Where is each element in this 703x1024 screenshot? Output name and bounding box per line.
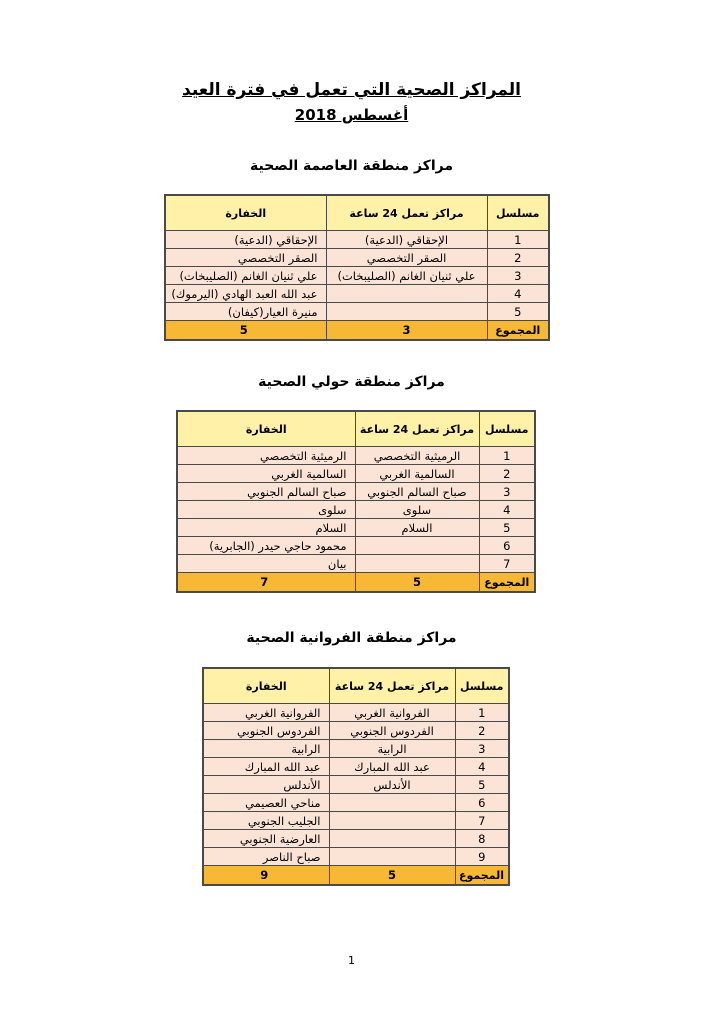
table-hawalli bbox=[176, 410, 536, 593]
row-24h-center: علي ثنيان الغانم (الصليبخات) bbox=[326, 267, 487, 285]
total-24h: 5 bbox=[329, 866, 455, 886]
table-row bbox=[203, 848, 509, 866]
page-subtitle: أغسطس 2018 bbox=[294, 106, 409, 124]
row-khafara-center: السلام bbox=[177, 519, 355, 537]
total-row bbox=[165, 321, 549, 341]
row-khafara-center: الصقر التخصصي bbox=[165, 249, 326, 267]
row-khafara-center: علي ثنيان الغانم (الصليبخات) bbox=[165, 267, 326, 285]
header-serial: مسلسل bbox=[487, 195, 549, 231]
table-row bbox=[203, 794, 509, 812]
row-serial: 7 bbox=[455, 812, 509, 830]
row-serial: 9 bbox=[455, 848, 509, 866]
total-row bbox=[203, 866, 509, 886]
total-24h: 5 bbox=[355, 573, 479, 593]
table-row bbox=[203, 776, 509, 794]
row-khafara-center: الجليب الجنوبي bbox=[203, 812, 329, 830]
row-serial: 5 bbox=[455, 776, 509, 794]
row-serial: 6 bbox=[455, 794, 509, 812]
table-header-row bbox=[165, 195, 549, 231]
row-serial: 8 bbox=[455, 830, 509, 848]
table-row bbox=[177, 519, 535, 537]
row-khafara-center: صباح السالم الجنوبي bbox=[177, 483, 355, 501]
row-24h-center: الرميثية التخصصي bbox=[355, 447, 479, 465]
table-farwaniya bbox=[202, 667, 510, 886]
row-24h-center: السلام bbox=[355, 519, 479, 537]
row-24h-center: الأندلس bbox=[329, 776, 455, 794]
row-24h-center bbox=[355, 555, 479, 573]
total-row bbox=[177, 573, 535, 593]
header-serial: مسلسل bbox=[455, 668, 509, 704]
section-title-hawalli: مراكز منطقة حولي الصحية bbox=[258, 374, 445, 390]
header-24h: مراكز تعمل 24 ساعة bbox=[329, 668, 455, 704]
row-khafara-center: محمود حاجي حيدر (الجابرية) bbox=[177, 537, 355, 555]
row-serial: 5 bbox=[487, 303, 549, 321]
table-row bbox=[165, 267, 549, 285]
row-khafara-center: سلوى bbox=[177, 501, 355, 519]
header-24h: مراكز تعمل 24 ساعة bbox=[326, 195, 487, 231]
table-row bbox=[177, 465, 535, 483]
row-khafara-center: الرميثية التخصصي bbox=[177, 447, 355, 465]
table-row bbox=[177, 537, 535, 555]
row-serial: 4 bbox=[487, 285, 549, 303]
row-24h-center bbox=[355, 537, 479, 555]
row-24h-center: الرابية bbox=[329, 740, 455, 758]
table-row bbox=[203, 758, 509, 776]
row-serial: 2 bbox=[455, 722, 509, 740]
table-row bbox=[177, 483, 535, 501]
table-row bbox=[203, 812, 509, 830]
table-row bbox=[203, 704, 509, 722]
header-24h: مراكز تعمل 24 ساعة bbox=[355, 411, 479, 447]
table-header-row bbox=[203, 668, 509, 704]
table-header-row bbox=[177, 411, 535, 447]
row-24h-center: الفروانية الغربي bbox=[329, 704, 455, 722]
row-serial: 3 bbox=[455, 740, 509, 758]
row-serial: 1 bbox=[487, 231, 549, 249]
row-serial: 5 bbox=[479, 519, 535, 537]
header-khafara: الخفارة bbox=[203, 668, 329, 704]
row-khafara-center: السالمية الغربي bbox=[177, 465, 355, 483]
row-24h-center bbox=[329, 794, 455, 812]
row-khafara-center: صباح الناصر bbox=[203, 848, 329, 866]
header-serial: مسلسل bbox=[479, 411, 535, 447]
row-serial: 1 bbox=[455, 704, 509, 722]
total-label: المجموع bbox=[479, 573, 535, 593]
page-number: 1 bbox=[348, 954, 355, 967]
table-row bbox=[203, 830, 509, 848]
row-serial: 4 bbox=[479, 501, 535, 519]
section-title-farwaniya: مراكز منطقة الفروانية الصحية bbox=[246, 630, 457, 646]
row-khafara-center: مناحي العصيمي bbox=[203, 794, 329, 812]
row-khafara-center: منيرة العيار(كيفان) bbox=[165, 303, 326, 321]
row-serial: 6 bbox=[479, 537, 535, 555]
row-24h-center bbox=[326, 285, 487, 303]
table-row bbox=[165, 285, 549, 303]
table-row bbox=[177, 447, 535, 465]
total-label: المجموع bbox=[455, 866, 509, 886]
total-khafara: 7 bbox=[177, 573, 355, 593]
total-label: المجموع bbox=[487, 321, 549, 341]
page-title: المراكز الصحية التي تعمل في فترة العيد bbox=[182, 80, 521, 100]
row-khafara-center: الفردوس الجنوبي bbox=[203, 722, 329, 740]
row-24h-center: الصقر التخصصي bbox=[326, 249, 487, 267]
header-khafara: الخفارة bbox=[177, 411, 355, 447]
row-khafara-center: الرابية bbox=[203, 740, 329, 758]
row-24h-center bbox=[329, 830, 455, 848]
row-serial: 3 bbox=[479, 483, 535, 501]
row-khafara-center: الإحقاقي (الدعية) bbox=[165, 231, 326, 249]
table-row bbox=[203, 740, 509, 758]
row-24h-center: السالمية الغربي bbox=[355, 465, 479, 483]
total-khafara: 5 bbox=[165, 321, 326, 341]
row-24h-center: سلوى bbox=[355, 501, 479, 519]
table-capital bbox=[164, 194, 550, 341]
row-khafara-center: الأندلس bbox=[203, 776, 329, 794]
section-title-capital: مراكز منطقة العاصمة الصحية bbox=[250, 158, 453, 174]
row-serial: 1 bbox=[479, 447, 535, 465]
row-khafara-center: العارضية الجنوبي bbox=[203, 830, 329, 848]
table-row bbox=[177, 501, 535, 519]
table-row bbox=[165, 303, 549, 321]
row-serial: 3 bbox=[487, 267, 549, 285]
row-24h-center: عبد الله المبارك bbox=[329, 758, 455, 776]
table-row bbox=[165, 249, 549, 267]
total-24h: 3 bbox=[326, 321, 487, 341]
row-khafara-center: الفروانية الغربي bbox=[203, 704, 329, 722]
row-khafara-center: عبد الله المبارك bbox=[203, 758, 329, 776]
row-24h-center bbox=[329, 848, 455, 866]
row-serial: 2 bbox=[479, 465, 535, 483]
row-serial: 2 bbox=[487, 249, 549, 267]
row-24h-center bbox=[326, 303, 487, 321]
row-serial: 7 bbox=[479, 555, 535, 573]
row-24h-center: صباح السالم الجنوبي bbox=[355, 483, 479, 501]
table-row bbox=[165, 231, 549, 249]
row-khafara-center: بيان bbox=[177, 555, 355, 573]
row-khafara-center: عبد الله العبد الهادي (اليرموك) bbox=[165, 285, 326, 303]
header-khafara: الخفارة bbox=[165, 195, 326, 231]
total-khafara: 9 bbox=[203, 866, 329, 886]
row-24h-center bbox=[329, 812, 455, 830]
row-serial: 4 bbox=[455, 758, 509, 776]
table-row bbox=[203, 722, 509, 740]
row-24h-center: الفردوس الجنوبي bbox=[329, 722, 455, 740]
row-24h-center: الإحقاقي (الدعية) bbox=[326, 231, 487, 249]
table-row bbox=[177, 555, 535, 573]
